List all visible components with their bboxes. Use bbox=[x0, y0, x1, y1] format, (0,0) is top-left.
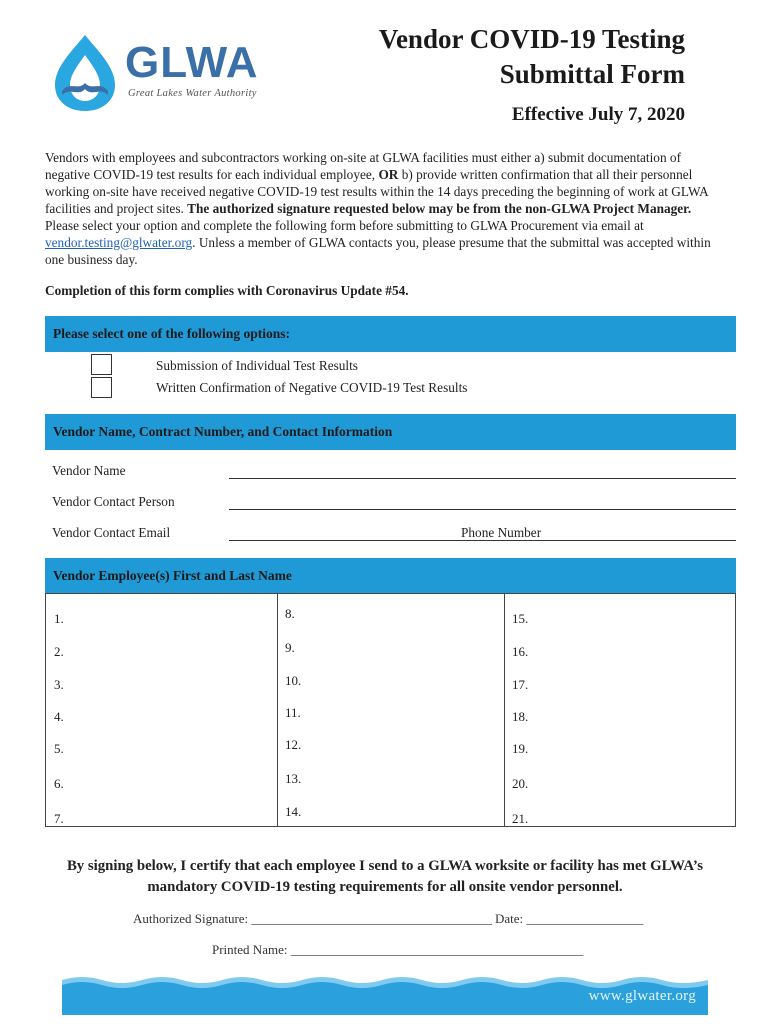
employee-slot[interactable]: 2. bbox=[54, 644, 64, 659]
employee-slot[interactable]: 21. bbox=[512, 811, 529, 826]
employee-slot[interactable]: 6. bbox=[54, 776, 64, 791]
column-divider bbox=[504, 594, 505, 826]
title-line-2: Submittal Form bbox=[499, 59, 685, 89]
vendor-info-heading: Vendor Name, Contract Number, and Contact Information bbox=[45, 414, 736, 450]
intro-paragraph bbox=[45, 149, 715, 268]
options-heading: Please select one of the following options: bbox=[45, 316, 736, 352]
footer-banner bbox=[62, 972, 708, 1015]
compliance-note: Completion of this form complies with Coronavirus Update #54. bbox=[45, 283, 409, 298]
employee-slot[interactable]: 4. bbox=[54, 709, 64, 724]
contact-person-label: Vendor Contact Person bbox=[52, 494, 175, 509]
employee-slot[interactable]: 20. bbox=[512, 776, 529, 791]
employee-slot[interactable]: 19. bbox=[512, 741, 529, 756]
employee-slot[interactable]: 9. bbox=[285, 640, 295, 655]
water-drop-icon bbox=[50, 33, 120, 113]
employee-slot[interactable]: 16. bbox=[512, 644, 529, 659]
employee-slot[interactable]: 17. bbox=[512, 677, 529, 692]
employee-slot[interactable]: 10. bbox=[285, 673, 302, 688]
logo-wordmark: GLWA bbox=[125, 38, 259, 87]
option-label-individual: Submission of Individual Test Results bbox=[156, 358, 358, 373]
checkbox-individual-results[interactable] bbox=[91, 354, 112, 375]
employee-table bbox=[45, 593, 736, 827]
printed-name-field[interactable]: Printed Name: _____________________________________________ bbox=[212, 942, 584, 957]
email-link[interactable]: vendor.testing@glwater.org bbox=[45, 235, 193, 250]
intro-text: . Unless a member of GLWA contacts you, please presume that the submittal was accepted within one business day. bbox=[45, 235, 711, 267]
employees-heading: Vendor Employee(s) First and Last Name bbox=[45, 558, 736, 594]
certification-statement: By signing below, I certify that each employee I send to a GLWA worksite or facility has met GLWA’s mandatory COVID-19 testing requirements for all onsite vendor personnel. bbox=[66, 858, 704, 895]
date-field[interactable]: Date: __________________ bbox=[495, 911, 644, 926]
phone-number-label: Phone Number bbox=[461, 525, 542, 540]
employee-slot[interactable]: 14. bbox=[285, 804, 302, 819]
intro-text: Vendors with employees and subcontractors working on-site at GLWA facilities must either a) submit documentation of negative COVID-19 test results for each individual employee, bbox=[45, 150, 682, 182]
authorized-signature-field[interactable]: Authorized Signature: _____________________________________ bbox=[133, 911, 492, 926]
employee-slot[interactable]: 18. bbox=[512, 709, 529, 724]
title-line-1: Vendor COVID-19 Testing bbox=[378, 24, 685, 54]
employee-slot[interactable]: 11. bbox=[285, 705, 301, 720]
option-label-written: Written Confirmation of Negative COVID-19 Test Results bbox=[156, 380, 468, 395]
employee-slot[interactable]: 8. bbox=[285, 606, 295, 621]
logo-tagline: Great Lakes Water Authority bbox=[128, 88, 257, 99]
employee-slot[interactable]: 3. bbox=[54, 677, 64, 692]
intro-signature-note: The authorized signature requested below may be from the non-GLWA Project Manager. bbox=[187, 201, 692, 216]
contact-email-label: Vendor Contact Email bbox=[52, 525, 171, 540]
effective-date: Effective July 7, 2020 bbox=[511, 104, 685, 125]
intro-or: OR bbox=[378, 167, 399, 182]
contact-email-phone-field[interactable] bbox=[229, 540, 736, 541]
contact-person-field[interactable] bbox=[229, 509, 736, 510]
intro-text: b) provide written confirmation that all their personnel working on-site have received negative COVID-19 test results within the 14 days preceding the beginning of work at GLWA facilities and project sites. bbox=[45, 167, 708, 216]
employee-slot[interactable]: 7. bbox=[54, 811, 64, 826]
vendor-name-label: Vendor Name bbox=[52, 463, 126, 478]
employee-slot[interactable]: 12. bbox=[285, 737, 302, 752]
employee-slot[interactable]: 15. bbox=[512, 611, 529, 626]
intro-text: Please select your option and complete the following form before submitting to GLWA Procurement via email at bbox=[45, 218, 644, 233]
checkbox-written-confirmation[interactable] bbox=[91, 377, 112, 398]
employee-slot[interactable]: 1. bbox=[54, 611, 64, 626]
form-title bbox=[379, 22, 685, 92]
employee-slot[interactable]: 5. bbox=[54, 741, 64, 756]
glwa-logo bbox=[50, 33, 280, 113]
employee-slot[interactable]: 13. bbox=[285, 771, 302, 786]
column-divider bbox=[277, 594, 278, 826]
footer-website[interactable]: www.glwater.org bbox=[588, 988, 696, 1004]
vendor-name-field[interactable] bbox=[229, 478, 736, 479]
